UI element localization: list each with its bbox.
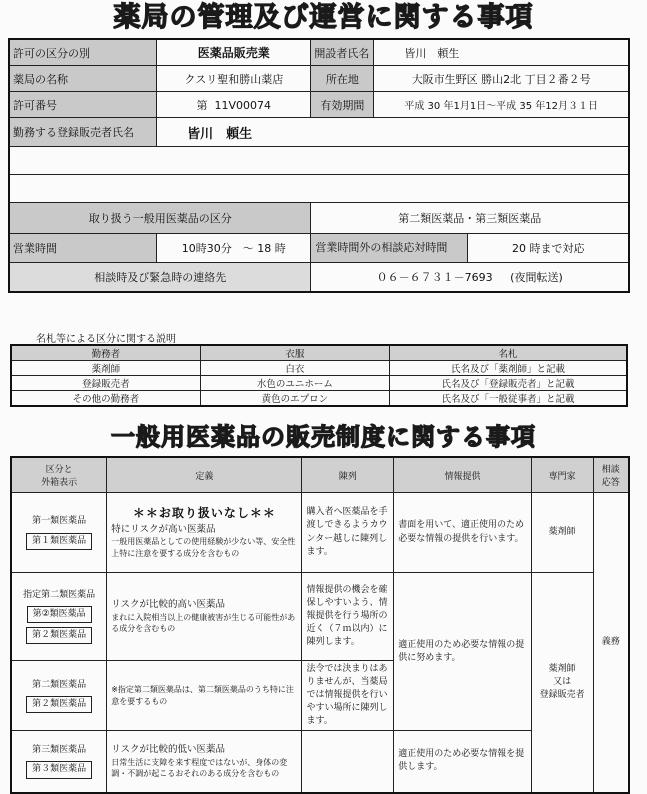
blank-row-1 [9,147,629,175]
row1-expert: 薬剤師 [531,493,593,573]
row2-category: 指定第二類医薬品 [23,589,96,600]
blank-row-2 [9,175,629,203]
categories-value: 第二類医薬品・第三類医薬品 [311,203,629,234]
row2-category-cell [11,573,107,661]
contact-note: (夜間転送) [510,271,563,284]
badge-cell: 登録販売者 [11,376,200,391]
row1-def-title: 特にリスクが高い医薬品 [111,523,216,535]
after-hours-label: 営業時間外の相談応対時間 [311,234,468,262]
row4-def-title: リスクが比較的低い医薬品 [111,744,226,755]
badge-cell: 氏名及び「一般従事者」と記載 [390,391,627,407]
row4-display-empty [302,731,394,793]
table-row [11,361,627,376]
badge-cell: 水色のユニホーム [200,376,389,391]
info-2-3: 適正使用のため必要な情報の提供に努めます。 [394,573,532,731]
badge-cell: 白衣 [200,361,389,376]
sales-header-category: 区分と 外箱表示 [11,457,107,493]
sales-header-display: 陳列 [302,457,394,493]
row4-definition [107,731,302,793]
row1-category-cell [11,493,107,573]
sales-title: 一般用医薬品の販売制度に関する事項 [111,423,536,451]
number-value: 11V00074 [214,98,272,112]
badge-cell: 氏名及び「薬剤師」と記載 [390,361,627,376]
expert-2-4: 薬剤師 又は 登録販売者 [531,573,593,793]
table-row [11,376,627,391]
row1-definition [107,493,302,573]
row2-def-title: リスクが比較的高い医薬品 [111,599,226,611]
number-prefix: 第 [196,98,208,112]
badge-cell: 黄色のエプロン [200,391,389,407]
hours-value: 10時30分 ～ 18 時 [157,234,311,263]
contact-cell [311,263,629,293]
badge-cell: 薬剤師 [11,361,200,376]
contact-value: ０６－６７３１－7693 [376,271,493,284]
badge-header: 衣服 [200,345,389,361]
kubun-value: 医薬品販売業 [157,39,311,66]
badge-cell: その他の勤務者 [11,391,200,407]
badge-caption: 名札等による区分に関する説明 [36,334,176,345]
owner-label: 開設者氏名 [311,39,374,66]
badge-header: 勤務者 [11,345,200,361]
row2-display: 情報提供の機会を確保しやすいよう、情報提供を行う場所の近く（７ｍ以内）に陳列します。 [302,573,394,661]
row1-box: 第１類医薬品 [26,533,92,550]
categories-label: 取り扱う一般用医薬品の区分 [9,203,311,234]
row1-display: 購入者へ医薬品を手渡しできるようカウンター越しに陳列します。 [302,493,394,573]
row2-box1: 第②類医薬品 [27,606,92,623]
main-title: 薬局の管理及び運営に関する事項 [113,2,534,33]
table-row [11,391,627,407]
number-label: 許可番号 [9,92,157,118]
row4-def-note: 日常生活に支障を来す程度ではないが、身体の変調・不調が起こるおそれのある成分を含むもの [111,757,288,779]
sales-header-definition: 定義 [107,457,302,493]
badge-table [10,344,628,407]
row4-box: 第３類医薬品 [26,761,92,778]
row4-category: 第三類医薬品 [32,745,87,756]
sales-header-expert: 専門家 [531,457,593,493]
row3-category-cell [11,661,107,731]
row1-def-note: 一般用医薬品としての使用経験が少ない等、安全性上特に注意を要する成分を含むもの [111,537,296,559]
row3-category: 第二類医薬品 [32,679,87,690]
badge-cell: 氏名及び「登録販売者」と記載 [390,376,627,391]
period-value: 平成 30 年1月1日～平成 35 年12月３１日 [374,92,629,118]
contact-label: 相談時及び緊急時の連絡先 [9,263,311,293]
name-label: 薬局の名称 [9,66,157,92]
sales-header-info: 情報提供 [394,457,532,493]
name-value: クスリ聖和勝山薬店 [157,66,311,92]
row3-box: 第２類医薬品 [26,696,92,713]
period-label: 有効期間 [311,92,374,118]
row2-def-note: まれに入院相当以上の健康被害が生じる可能性がある成分を含むもの [111,612,296,634]
after-hours-value: 20 時まで対応 [511,242,585,255]
badge-header: 名札 [390,345,627,361]
registered-label: 勤務する登録販売者氏名 [9,118,157,147]
row3-def-note: ※指定第二類医薬品は、第二類医薬品のうち特に注意を要するもの [107,661,302,731]
row4-info: 適正使用のため必要な情報を提供します。 [394,731,532,793]
kubun-label: 許可の区分の別 [9,39,157,66]
address-value: 大阪市生野区 勝山2北 丁目２番２号 [374,66,629,92]
row3-display: 法令では決まりはありませんが、当薬局では情報提供を行いやすい場所に陳列します。 [302,661,394,731]
row1-info: 書面を用いて、適正使用のため必要な情報の提供を行います。 [394,493,532,573]
row1-category: 第一類医薬品 [32,516,87,527]
row2-box2: 第２類医薬品 [26,627,92,644]
number-cell [157,92,311,118]
row1-notice: ＊＊お取り扱いなし＊＊ [132,506,276,521]
after-hours-cell [311,234,629,263]
consult-value: 義務 [593,493,629,793]
sales-table [10,456,630,794]
hours-label: 営業時間 [9,234,157,263]
registered-value: 皆川 頼生 [157,118,629,147]
license-table [8,38,630,293]
sales-header-consult: 相談 応答 [593,457,629,493]
row4-category-cell [11,731,107,793]
row2-definition [107,573,302,661]
owner-value: 皆川 頼生 [374,39,629,66]
address-label: 所在地 [311,66,374,92]
